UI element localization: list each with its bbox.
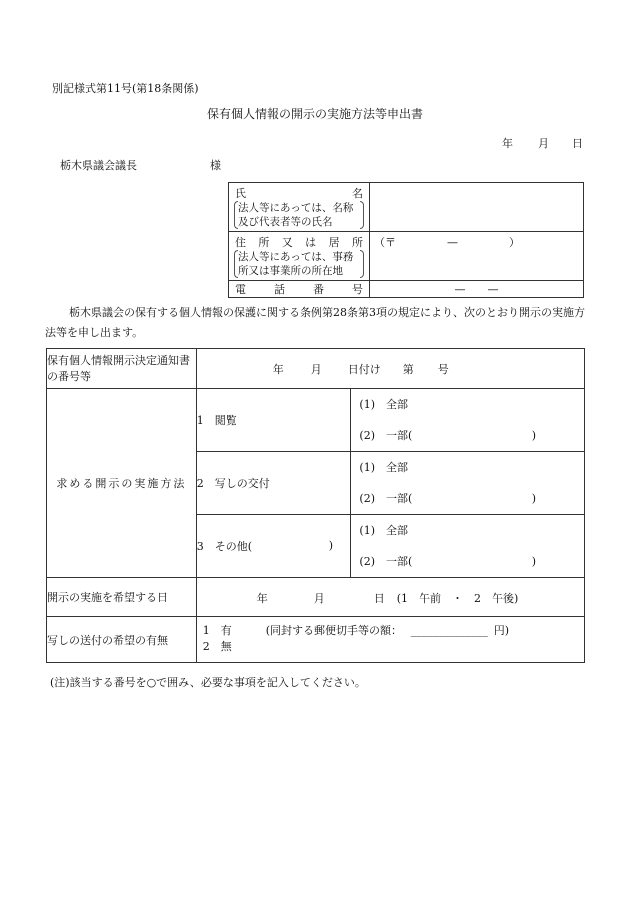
date-month: 月 [538, 137, 549, 150]
notice-label: 保有個人情報開示決定通知書の番号等 [47, 349, 197, 389]
notice-day: 日付け [347, 363, 381, 376]
phone-char: 話 [274, 283, 285, 296]
mail-field [196, 617, 584, 663]
date-label: 開示の実施を希望する日 [47, 578, 197, 617]
method-3[interactable] [196, 515, 351, 578]
honorific: 様 [210, 159, 221, 172]
phone-char: 電 [235, 283, 246, 296]
notice-month: 月 [310, 363, 322, 376]
mail-yes[interactable]: 1 有 [202, 624, 232, 637]
method-2[interactable]: 2 写しの交付 [196, 452, 351, 515]
option-all[interactable]: (1) 全部 [359, 461, 408, 474]
option-partial-close: ) [531, 555, 536, 568]
address-label-cell [229, 232, 370, 281]
option-partial-close: ) [531, 429, 536, 442]
mail-no[interactable]: 2 無 [202, 640, 232, 653]
name-sub-label: 法人等にあっては、名称及び代表者等の氏名 [235, 201, 363, 229]
request-table [46, 348, 585, 663]
mail-label: 写しの送付の希望の有無 [47, 617, 197, 663]
date-ampm-options[interactable]: (1 午前 ・ 2 午後) [396, 592, 519, 605]
postal-close: ） [509, 236, 520, 249]
address-char: 所 [258, 236, 270, 249]
method-3-options [351, 515, 585, 578]
name-field[interactable] [370, 183, 584, 232]
phone-char: 番 [313, 283, 324, 296]
postal-mark: （〒 [374, 236, 396, 249]
address-char: 居 [328, 236, 340, 249]
phone-format: — — [454, 283, 499, 296]
applicant-table [228, 182, 584, 298]
form-label: 別記様式第11号(第18条関係) [52, 82, 199, 95]
method-3-close: ) [328, 539, 333, 552]
method-2-options [351, 452, 585, 515]
address-char: 住 [235, 236, 246, 249]
method-1-options [351, 389, 585, 452]
name-label-1: 氏 [235, 187, 246, 200]
option-all[interactable]: (1) 全部 [359, 398, 408, 411]
phone-label-cell [229, 281, 370, 298]
address-field[interactable] [370, 232, 584, 281]
option-partial[interactable]: (2) 一部( [359, 429, 413, 442]
notice-go: 号 [437, 363, 449, 376]
date-field-day: 日 [373, 592, 385, 605]
date-day: 日 [572, 137, 583, 150]
name-label-cell [229, 183, 370, 232]
phone-char: 号 [352, 283, 363, 296]
name-label-2: 名 [352, 187, 363, 200]
statement-paragraph: 栃木県議会の保有する個人情報の保護に関する条例第28条第3項の規定により、次のとおり開示の実施方法等を申し出ます。 [45, 306, 585, 339]
notice-field[interactable] [196, 349, 584, 389]
footnote: (注)該当する番号を○で囲み、必要な事項を記入してください。 [50, 676, 366, 689]
postal-dash: — [447, 236, 458, 249]
mail-amount-field[interactable]: ______________ [410, 624, 488, 637]
date-field-month: 月 [313, 592, 325, 605]
method-1[interactable]: 1 閲覧 [196, 389, 351, 452]
mail-yen: 円) [493, 624, 509, 637]
mail-detail: (同封する郵便切手等の額： [265, 624, 402, 637]
phone-field[interactable] [370, 281, 584, 298]
address-char: は [305, 236, 317, 249]
date-field[interactable] [196, 578, 584, 617]
address-char: 又 [281, 236, 293, 249]
addressee: 栃木県議会議長 [60, 159, 137, 172]
address-sub-label: 法人等にあっては、事務所又は事業所の所在地 [235, 250, 363, 278]
notice-no: 第 [402, 363, 414, 376]
option-partial[interactable]: (2) 一部( [359, 492, 413, 505]
option-all[interactable]: (1) 全部 [359, 524, 408, 537]
date-year: 年 [502, 137, 513, 150]
page-title: 保有個人情報の開示の実施方法等申出書 [206, 107, 423, 121]
address-char: 所 [351, 236, 363, 249]
date-field-year: 年 [256, 592, 268, 605]
notice-year: 年 [272, 363, 284, 376]
option-partial[interactable]: (2) 一部( [359, 555, 413, 568]
method-3-label: 3 その他( [196, 540, 252, 553]
option-partial-close: ) [531, 492, 536, 505]
method-label: 求める開示の実施方法 [47, 389, 197, 578]
